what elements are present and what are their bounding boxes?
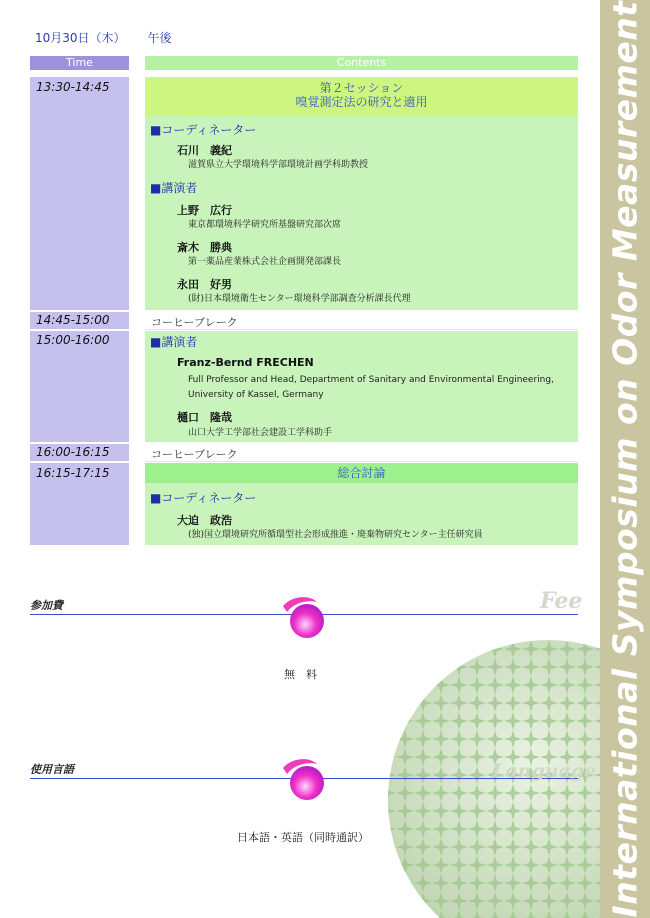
speaker-affiliation: University of Kassel, Germany	[188, 390, 324, 400]
speaker-name: 樋口 隆哉	[177, 411, 232, 424]
time-label: 16:00-16:15	[36, 445, 110, 459]
coordinator-heading: ■コーディネーター	[150, 491, 257, 505]
fee-value: 無 料	[284, 668, 317, 681]
discussion-title: 総合討論	[337, 466, 386, 480]
time-cell-session3	[30, 331, 129, 442]
speaker-name: 上野 広行	[177, 204, 232, 217]
coordinator-affiliation: (独)国立環境研究所循環型社会形成推進・廃棄物研究センター主任研究員	[188, 530, 483, 540]
swirl-orb-icon	[277, 594, 329, 640]
time-cell-break2	[30, 444, 129, 461]
coffee-break-label: コーヒーブレーク	[151, 448, 238, 461]
coordinator-heading: ■コーディネーター	[150, 123, 257, 137]
coordinator-name: 大迫 政浩	[177, 514, 232, 527]
time-label: 14:45-15:00	[36, 313, 110, 327]
speaker-affiliation: 第一薬品産業株式会社企画開発部課長	[188, 257, 342, 267]
speaker-affiliation: (財)日本環境衛生センター環境科学部調査分析課長代理	[188, 294, 411, 304]
column-header-time: Time	[30, 56, 129, 70]
date-label: 10月30日（木）	[35, 31, 126, 45]
column-header-contents: Contents	[145, 56, 578, 70]
speaker-affiliation: 東京都環境科学研究所基盤研究部次席	[188, 220, 342, 230]
language-value: 日本語・英語（同時通訳）	[237, 831, 369, 844]
speaker-name: 永田 好男	[177, 278, 232, 291]
speaker-name: 斎木 勝典	[177, 241, 232, 254]
period-label: 午後	[147, 31, 172, 45]
symposium-title-vertical: International Symposium on Odor Measurement	[605, 0, 645, 918]
session2-title: 第２セッション	[319, 81, 404, 95]
time-label: 15:00-16:00	[36, 333, 110, 347]
time-cell-session2	[30, 77, 129, 310]
time-cell-discussion	[30, 463, 129, 545]
speaker-affiliation: 山口大学工学部社会建設工学科助手	[188, 428, 333, 438]
time-label: 16:15-17:15	[36, 466, 110, 480]
speaker-name: Franz-Bernd FRECHEN	[177, 356, 314, 369]
session2-subtitle: 嗅覚測定法の研究と適用	[295, 95, 428, 109]
fee-label: 参加費	[30, 599, 63, 612]
language-label: 使用言語	[30, 763, 74, 776]
coordinator-affiliation: 滋賀県立大学環境科学部環境計画学科助教授	[188, 160, 369, 170]
speakers-heading: ■講演者	[150, 335, 198, 349]
coordinator-name: 石川 義紀	[177, 144, 232, 157]
time-cell-break1	[30, 312, 129, 329]
coffee-break-label: コーヒーブレーク	[151, 316, 238, 329]
schedule-date	[35, 29, 172, 46]
speaker-affiliation: Full Professor and Head, Department of Sanitary and Environmental Engineering,	[188, 375, 554, 385]
swirl-orb-icon	[277, 756, 329, 802]
language-watermark: Language	[492, 760, 597, 782]
time-label: 13:30-14:45	[36, 80, 110, 94]
fee-watermark: Fee	[540, 588, 583, 614]
speakers-heading: ■講演者	[150, 181, 198, 195]
